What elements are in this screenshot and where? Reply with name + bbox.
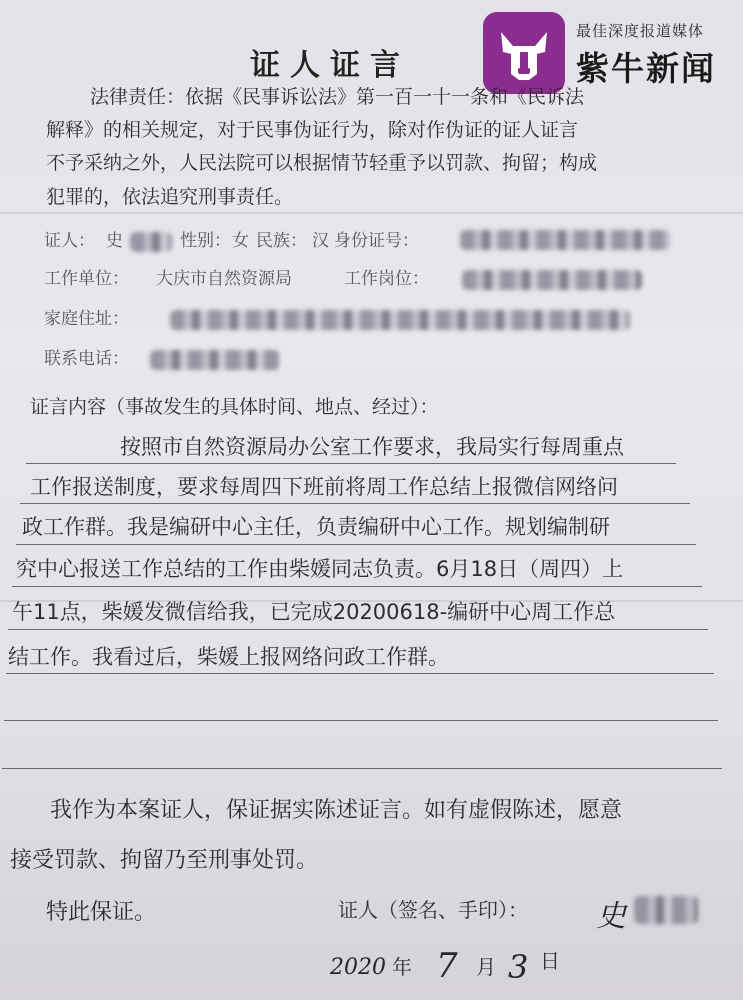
id-label: 身份证号： (334, 231, 419, 251)
signature-handwriting: 史 (596, 899, 626, 934)
date-day: 3 (508, 948, 529, 986)
date-year-label: 年 (392, 955, 412, 979)
employer-label: 工作单位： (44, 269, 129, 289)
address-label: 家庭住址： (44, 309, 129, 329)
redacted-position (462, 270, 642, 290)
document-title: 证人证言 (250, 48, 410, 83)
testimony-line: 究中心报送工作总结的工作由柴媛同志负责。6月18日（周四）上 (16, 557, 624, 581)
testimony-heading: 证言内容（事故发生的具体时间、地点、经过）： (30, 396, 439, 418)
phone-label: 联系电话： (44, 349, 129, 369)
ruled-line (2, 768, 722, 769)
redacted-signature (634, 896, 698, 924)
witness-label: 证人： (44, 231, 95, 251)
ruled-line (16, 544, 696, 545)
paper-fold (0, 212, 743, 214)
legal-notice-line: 不予采纳之外，人民法院可以根据情节轻重予以罚款、拘留；构成 (46, 152, 598, 174)
testimony-line: 午11点，柴媛发微信给我，已完成20200618-编研中心周工作总 (12, 600, 616, 624)
ruled-line (6, 673, 714, 674)
legal-notice-line: 犯罪的，依法追究刑事责任。 (46, 186, 294, 208)
date-month: 7 (436, 946, 458, 986)
signature-label: 证人（签名、手印）： (338, 898, 528, 922)
testimony-line: 政工作群。我是编研中心主任，负责编研中心工作。规划编制研 (22, 515, 610, 539)
employer-value: 大庆市自然资源局 (156, 269, 292, 289)
redacted-id (460, 230, 670, 250)
ruled-line (12, 586, 702, 587)
testimony-line: 工作报送制度，要求每周四下班前将周工作总结上报微信网络问 (30, 475, 618, 499)
declaration-line: 接受罚款、拘留乃至刑事处罚。 (10, 848, 319, 873)
closing-statement: 特此保证。 (46, 900, 157, 925)
ruled-line (26, 463, 676, 464)
gender-label: 性别： (180, 231, 231, 251)
redacted-name (130, 232, 172, 252)
testimony-line: 按照市自然资源局办公室工作要求，我局实行每周重点 (120, 435, 624, 459)
gender-value: 女 (232, 231, 249, 251)
ruled-line (4, 720, 718, 721)
bull-head-icon (483, 12, 565, 94)
watermark-brand: 紫牛新闻 (576, 49, 716, 88)
ruled-line (8, 629, 708, 630)
watermark-tagline: 最佳深度报道媒体 (576, 22, 705, 40)
date-year: 2020 (330, 955, 386, 980)
date-month-label: 月 (476, 955, 496, 979)
ruled-line (20, 503, 690, 504)
testimony-line: 结工作。我看过后，柴媛上报网络问政工作群。 (8, 645, 449, 669)
legal-notice-line: 解释》的相关规定，对于民事伪证行为，除对作伪证的证人证言 (46, 119, 579, 141)
ethnicity-label: 民族： (256, 231, 307, 251)
ethnicity-value: 汉 (312, 231, 329, 251)
declaration-line: 我作为本案证人，保证据实陈述证言。如有虚假陈述，愿意 (50, 798, 623, 823)
date-day-label: 日 (540, 949, 560, 973)
redacted-phone (150, 350, 280, 370)
legal-notice-line: 法律责任：依据《民事诉讼法》第一百一十一条和《民诉法 (90, 86, 585, 108)
witness-name: 史 (106, 231, 123, 251)
position-label: 工作岗位： (344, 269, 429, 289)
redacted-address (170, 310, 630, 330)
